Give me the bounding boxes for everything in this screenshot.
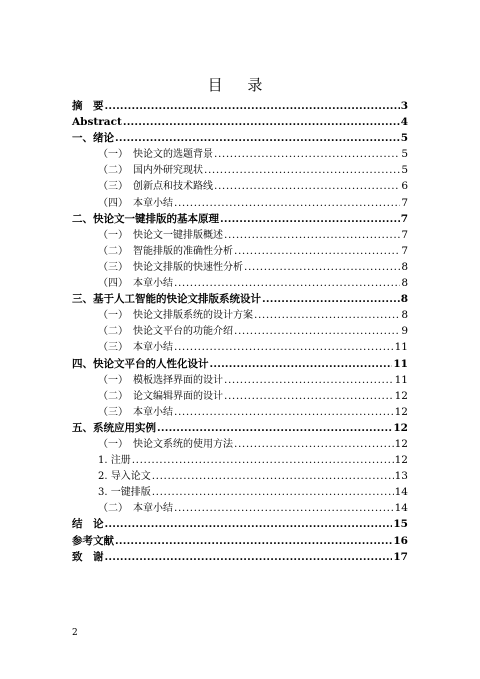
- toc-entry-page: 6: [401, 180, 408, 193]
- toc-entry[interactable]: [72, 452, 408, 468]
- toc-entry[interactable]: [72, 388, 408, 404]
- toc-entry[interactable]: [72, 130, 408, 146]
- toc-entry[interactable]: [72, 500, 408, 516]
- toc-leader-dots: [214, 146, 400, 162]
- toc-leader-dots: [152, 484, 394, 500]
- toc-entry-page: 7: [400, 212, 408, 225]
- toc-entry[interactable]: [72, 339, 408, 355]
- toc-entry-text: Abstract: [72, 116, 122, 129]
- toc-leader-dots: [105, 516, 393, 532]
- toc-entry[interactable]: [72, 323, 408, 339]
- toc-entry-text: （二） 国内外研究现状: [98, 165, 203, 177]
- toc-entry-text: 结 论: [72, 518, 104, 531]
- toc-leader-dots: [224, 372, 394, 388]
- toc-leader-dots: [174, 339, 394, 355]
- toc-entry-page: 12: [393, 421, 408, 434]
- toc-entry[interactable]: [72, 533, 408, 549]
- toc-leader-dots: [174, 500, 394, 516]
- toc-entry-page: 4: [400, 116, 408, 129]
- toc-leader-dots: [210, 356, 393, 372]
- toc-entry-page: 12: [394, 437, 408, 450]
- toc-entry-text: （二） 快论文平台的功能介绍: [98, 326, 233, 338]
- toc-entry[interactable]: [72, 372, 408, 388]
- toc-leader-dots: [123, 114, 400, 130]
- toc-leader-dots: [132, 452, 394, 468]
- toc-entry-text: （四） 本章小结: [98, 278, 173, 290]
- toc-entry-text: 致 谢: [72, 550, 104, 563]
- toc-entry-page: 8: [401, 309, 408, 322]
- toc-entry-text: （一） 快论文排版系统的设计方案: [98, 310, 253, 322]
- toc-leader-dots: [157, 420, 392, 436]
- toc-entry[interactable]: [72, 275, 408, 291]
- toc-entry-page: 12: [394, 389, 408, 402]
- toc-entry-page: 3: [400, 100, 408, 112]
- toc-entry[interactable]: [72, 516, 408, 532]
- toc-entry-text: （四） 本章小结: [98, 197, 173, 209]
- toc-leader-dots: [224, 388, 394, 404]
- toc-leader-dots: [204, 162, 400, 178]
- toc-entry[interactable]: [72, 211, 408, 227]
- toc-entry-page: 15: [393, 518, 408, 531]
- page-number: 2: [72, 628, 78, 638]
- toc-entry-text: （一） 快论文系统的使用方法: [98, 438, 233, 450]
- toc-entry[interactable]: [72, 291, 408, 307]
- toc-entry[interactable]: [72, 436, 408, 452]
- toc-entry-page: 7: [401, 228, 408, 241]
- toc-entry-text: （一） 模板选择界面的设计: [98, 374, 223, 386]
- toc-entry[interactable]: [72, 404, 408, 420]
- toc-entry-page: 12: [394, 405, 408, 418]
- toc-entry-page: 12: [394, 454, 408, 467]
- toc-leader-dots: [105, 549, 393, 565]
- toc-leader-dots: [234, 243, 400, 259]
- toc-entry-text: 参考文献: [72, 534, 114, 547]
- toc-entry-text: 二、快论文一键排版的基本原理: [72, 212, 219, 225]
- toc-entry-text: 1. 注册: [98, 455, 131, 467]
- toc-leader-dots: [244, 259, 400, 275]
- toc-entry[interactable]: [72, 307, 408, 323]
- toc-entry-text: 摘 要: [72, 100, 104, 112]
- toc-entry-text: 3. 一键排版: [98, 487, 151, 499]
- toc-entry-text: 三、基于人工智能的快论文排版系统设计: [72, 293, 261, 306]
- toc-entry[interactable]: [72, 146, 408, 162]
- toc-entry[interactable]: [72, 195, 408, 211]
- toc-leader-dots: [174, 275, 400, 291]
- toc-entry[interactable]: [72, 468, 408, 484]
- toc-entry[interactable]: [72, 484, 408, 500]
- toc-entry-text: （二） 论文编辑界面的设计: [98, 390, 223, 402]
- toc-entry-page: 8: [400, 293, 408, 306]
- toc-leader-dots: [174, 404, 394, 420]
- toc-leader-dots: [234, 436, 394, 452]
- toc-entry[interactable]: [72, 259, 408, 275]
- toc-entry-text: （三） 快论文排版的快速性分析: [98, 261, 243, 273]
- toc-entry[interactable]: [72, 162, 408, 178]
- toc-entry-page: 7: [401, 244, 408, 257]
- toc-entry[interactable]: [72, 243, 408, 259]
- toc-entry-page: 5: [401, 148, 408, 161]
- toc-entry-page: 14: [394, 502, 408, 515]
- toc-entry-page: 11: [393, 357, 408, 370]
- toc-title: 目 录: [207, 76, 273, 94]
- toc-entry-page: 16: [393, 534, 408, 547]
- toc-leader-dots: [224, 227, 400, 243]
- toc-entry-page: 14: [394, 486, 408, 499]
- toc-entry[interactable]: [72, 98, 408, 114]
- toc-entry-text: 一、绪论: [72, 132, 114, 145]
- toc-leader-dots: [115, 533, 392, 549]
- toc-entry-page: 8: [401, 277, 408, 290]
- toc-entry-text: 五、系统应用实例: [72, 421, 156, 434]
- toc-entry-text: 2. 导入论文: [98, 471, 151, 483]
- toc-entry-page: 7: [401, 196, 408, 209]
- toc-entry-page: 5: [401, 164, 408, 177]
- toc-entry-text: （一） 快论文的选题背景: [98, 149, 213, 161]
- toc-entry[interactable]: [72, 114, 408, 130]
- toc-entry-text: （一） 快论文一键排版概述: [98, 229, 223, 241]
- toc-entry[interactable]: [72, 356, 408, 372]
- toc-entry-page: 8: [401, 260, 408, 273]
- toc-entry[interactable]: [72, 178, 408, 194]
- toc-entry-page: 9: [401, 325, 408, 338]
- toc-entry-text: （三） 创新点和技术路线: [98, 181, 213, 193]
- toc-entry-page: 11: [394, 341, 408, 354]
- toc-entry-page: 5: [400, 132, 408, 145]
- toc-leader-dots: [214, 178, 400, 194]
- toc-entry[interactable]: [72, 549, 408, 565]
- toc-leader-dots: [115, 130, 400, 146]
- toc-entry-text: （三） 本章小结: [98, 406, 173, 418]
- toc-entry-page: 13: [394, 470, 408, 483]
- toc-leader-dots: [152, 468, 394, 484]
- toc-leader-dots: [254, 307, 400, 323]
- toc-entry[interactable]: [72, 420, 408, 436]
- toc-entry-text: （三） 本章小结: [98, 342, 173, 354]
- toc-entry-page: 17: [393, 550, 408, 563]
- toc-list: [72, 98, 408, 565]
- toc-entry-text: （二） 本章小结: [98, 503, 173, 515]
- toc-leader-dots: [174, 195, 400, 211]
- toc-leader-dots: [105, 98, 400, 114]
- toc-leader-dots: [262, 291, 400, 307]
- toc-entry-text: （二） 智能排版的准确性分析: [98, 245, 233, 257]
- toc-entry-page: 11: [394, 373, 408, 386]
- toc-leader-dots: [220, 211, 400, 227]
- toc-entry[interactable]: [72, 227, 408, 243]
- toc-leader-dots: [234, 323, 400, 339]
- toc-entry-text: 四、快论文平台的人性化设计: [72, 357, 209, 370]
